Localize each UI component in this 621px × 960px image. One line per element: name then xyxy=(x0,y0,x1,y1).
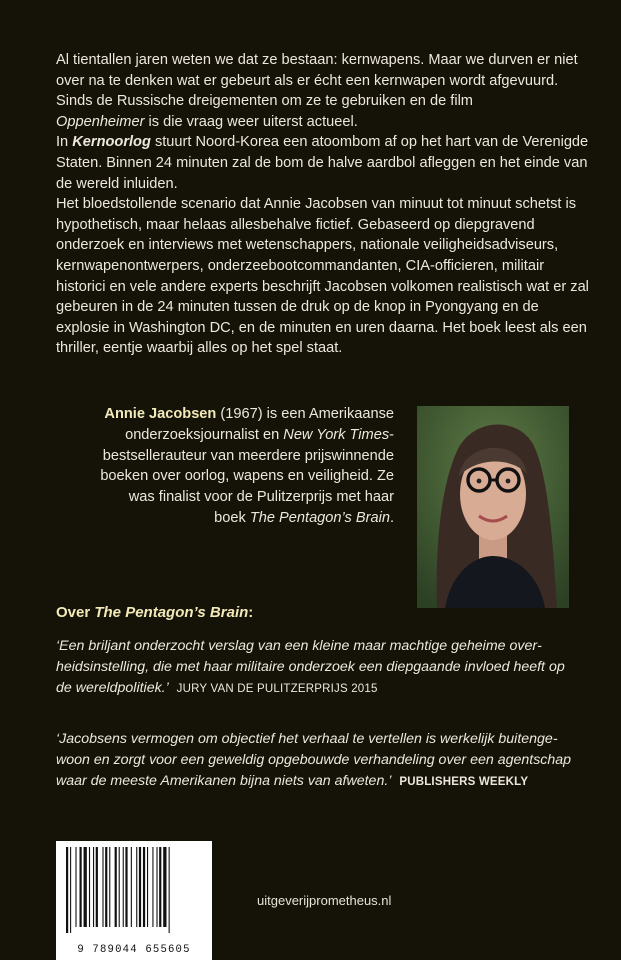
quote-source: PUBLISHERS WEEKLY xyxy=(399,775,529,788)
quote-source: JURY VAN DE PULITZERPRIJS 2015 xyxy=(176,682,378,695)
author-photo xyxy=(417,406,569,608)
author-bio-text-2: -bestsellerauteur van meerdere prijswinnende boeken over oorlog, wapens en veiligheid. Ze was finalist voor de Pulitzerprijs met haar boek xyxy=(100,426,394,526)
blurb-p2-rest: stuurt Noord-Korea een atoombom af op het hart van de Verenigde Staten. Binnen 24 minuten zal de bom de halve aardbol afleggen en het einde van de wereld inluiden. xyxy=(56,134,589,192)
over-book-title: The Pentagon’s Brain xyxy=(94,604,249,621)
blurb-paragraph-1 xyxy=(56,50,596,132)
author-bio xyxy=(100,404,394,529)
author-book-title: The Pentagon’s Brain xyxy=(249,509,390,526)
barcode-bars xyxy=(64,847,204,933)
author-name: Annie Jacobsen xyxy=(104,406,217,422)
blurb-paragraph-2 xyxy=(56,132,596,194)
book-title: Kernoorlog xyxy=(72,134,151,151)
blurb-p1-rest: is die vraag weer uiterst actueel. xyxy=(144,113,358,130)
quote-text: ‘Jacobsens vermogen om objectief het verhaal te vertellen is werkelijk buitengewoon en zorgt voor een geweldig opgebouwde verhandeling over een agentschap waar de meeste Amerikanen bijna niets van afweten.’ xyxy=(56,731,572,789)
review-quote-1 xyxy=(56,636,576,699)
author-bio-end: . xyxy=(389,509,394,526)
over-label: Over xyxy=(56,604,95,621)
blurb xyxy=(56,50,596,359)
quote-text: ‘Een briljant onderzocht verslag van een kleine maar machtige geheime overheidsinstelling, die met haar militaire onderzoek een diepgaande invloed heeft op de wereldpolitiek.’ xyxy=(56,638,565,696)
isbn-number: 9 789044 655605 xyxy=(77,944,191,956)
blurb-p1-text: Al tientallen jaren weten we dat ze bestaan: kernwapens. Maar we durven er niet over na te denken wat er gebeurt als er écht een kernwapen wordt afgevuurd. Sinds de Russische dreigementen om ze te gebruiken en de film xyxy=(56,52,578,110)
over-colon: : xyxy=(248,604,254,621)
author-bio-text-1: (1967) is een Amerikaanse onderzoeksjournalist en xyxy=(125,406,394,443)
review-quote-2 xyxy=(56,729,576,792)
blurb-p2-prefix: In xyxy=(56,134,73,151)
blurb-paragraph-3: Het bloedstollende scenario dat Annie Jacobsen van minuut tot minuut schetst is hypothetisch, maar helaas allesbehalve fictief. Gebaseerd op diepgravend onderzoek en interviews met wetenschappers, nationale veiligheidsadviseurs, kernwapenontwerpers, onderzeebootcommandanten, CIA-officieren, militair historici en vele andere experts beschrijft Jacobsen volkomen realistisch wat er zal gebeuren in de 24 minuten tussen de druk op de knop in Pyongyang en de explosie in Washington DC, en de minuten en uren daarna. Het boek leest als een thriller, eentje waarbij alles op het spel staat. xyxy=(56,196,589,357)
publisher-website[interactable]: uitgeverijprometheus.nl xyxy=(257,893,392,908)
barcode xyxy=(56,841,212,960)
nyt-name: New York Times xyxy=(283,426,390,443)
over-heading xyxy=(56,604,253,621)
film-title: Oppenheimer xyxy=(56,113,145,130)
